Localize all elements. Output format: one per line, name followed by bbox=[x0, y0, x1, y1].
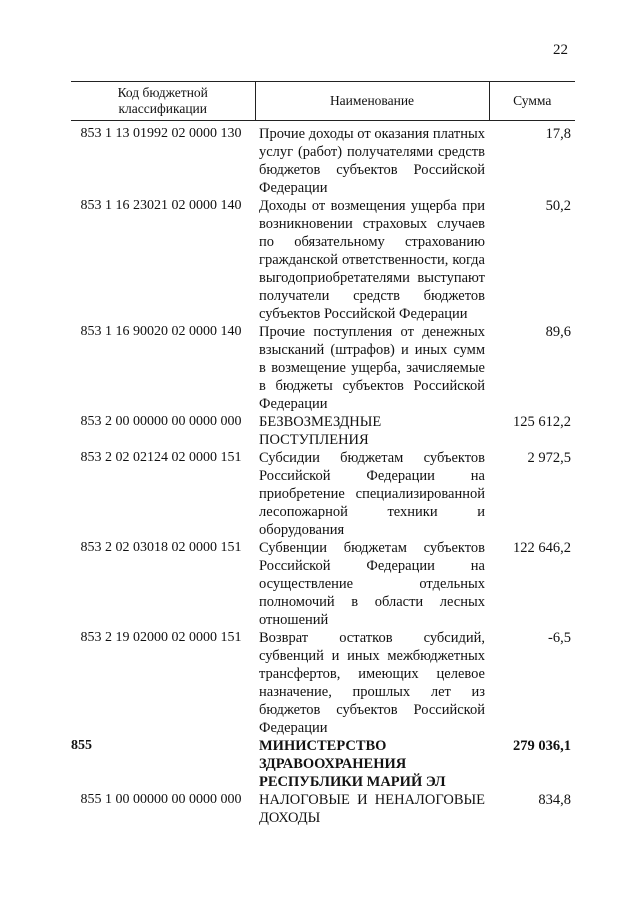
row-name: Прочие поступления от денежных взысканий (штрафов) и иных сумм в возмещение ущерба, зачисляемые в бюджеты субъектов Российской Федерации bbox=[259, 324, 485, 412]
row-sum: 279 036,1 bbox=[513, 738, 571, 754]
row-code: 853 2 02 02124 02 0000 151 bbox=[80, 450, 242, 465]
row-name: БЕЗВОЗМЕЗДНЫЕ ПОСТУПЛЕНИЯ bbox=[259, 414, 382, 448]
table-row bbox=[71, 413, 575, 449]
row-name: Доходы от возмещения ущерба при возникновении страховых случаев по обязательному страхованию гражданской ответственности, когда выгодоприобретателями выступают получатели средств бюджетов субъектов Российской Федерации bbox=[259, 198, 485, 322]
table-row bbox=[71, 737, 575, 791]
row-sum: 50,2 bbox=[545, 198, 571, 214]
row-code: 855 bbox=[71, 738, 92, 753]
row-name: Прочие доходы от оказания платных услуг (работ) получателями средств бюджетов субъектов Российской Федерации bbox=[259, 126, 485, 196]
row-code: 853 2 02 03018 02 0000 151 bbox=[80, 540, 242, 555]
row-name: Возврат остатков субсидий, субвенций и иных межбюджетных трансфертов, имеющих целевое назначение, прошлых лет из бюджетов субъектов Российской Федерации bbox=[259, 630, 485, 736]
row-sum: 125 612,2 bbox=[513, 414, 571, 430]
header-name: Наименование bbox=[255, 82, 489, 121]
budget-classification-table bbox=[71, 81, 575, 827]
table-header-row bbox=[71, 82, 575, 121]
table-row bbox=[71, 197, 575, 323]
page-number: 22 bbox=[553, 42, 568, 58]
row-sum: -6,5 bbox=[548, 630, 571, 646]
row-name: НАЛОГОВЫЕ И НЕНАЛОГОВЫЕ ДОХОДЫ bbox=[259, 792, 485, 826]
row-code: 853 2 00 00000 00 0000 000 bbox=[80, 414, 242, 429]
table-row bbox=[71, 449, 575, 539]
table-row bbox=[71, 121, 575, 198]
table-row bbox=[71, 539, 575, 629]
table-row bbox=[71, 323, 575, 413]
row-name: Субсидии бюджетам субъектов Российской Федерации на приобретение специализированной лесопожарной техники и оборудования bbox=[259, 450, 485, 538]
row-code: 853 2 19 02000 02 0000 151 bbox=[80, 630, 242, 645]
row-name: МИНИСТЕРСТВО ЗДРАВООХРАНЕНИЯ РЕСПУБЛИКИ МАРИЙ ЭЛ bbox=[259, 738, 446, 790]
row-sum: 834,8 bbox=[538, 792, 571, 808]
header-code: Код бюджетной классификации bbox=[71, 82, 255, 121]
row-sum: 2 972,5 bbox=[527, 450, 571, 466]
row-code: 853 1 16 23021 02 0000 140 bbox=[80, 198, 242, 213]
row-code: 853 1 16 90020 02 0000 140 bbox=[80, 324, 242, 339]
row-sum: 122 646,2 bbox=[513, 540, 571, 556]
row-sum: 17,8 bbox=[545, 126, 571, 142]
row-name: Субвенции бюджетам субъектов Российской Федерации на осуществление отдельных полномочий в области лесных отношений bbox=[259, 540, 485, 628]
header-sum: Сумма bbox=[489, 82, 575, 121]
table-row bbox=[71, 791, 575, 827]
table-row bbox=[71, 629, 575, 737]
row-sum: 89,6 bbox=[545, 324, 571, 340]
row-code: 853 1 13 01992 02 0000 130 bbox=[80, 126, 242, 141]
row-code: 855 1 00 00000 00 0000 000 bbox=[80, 792, 242, 807]
